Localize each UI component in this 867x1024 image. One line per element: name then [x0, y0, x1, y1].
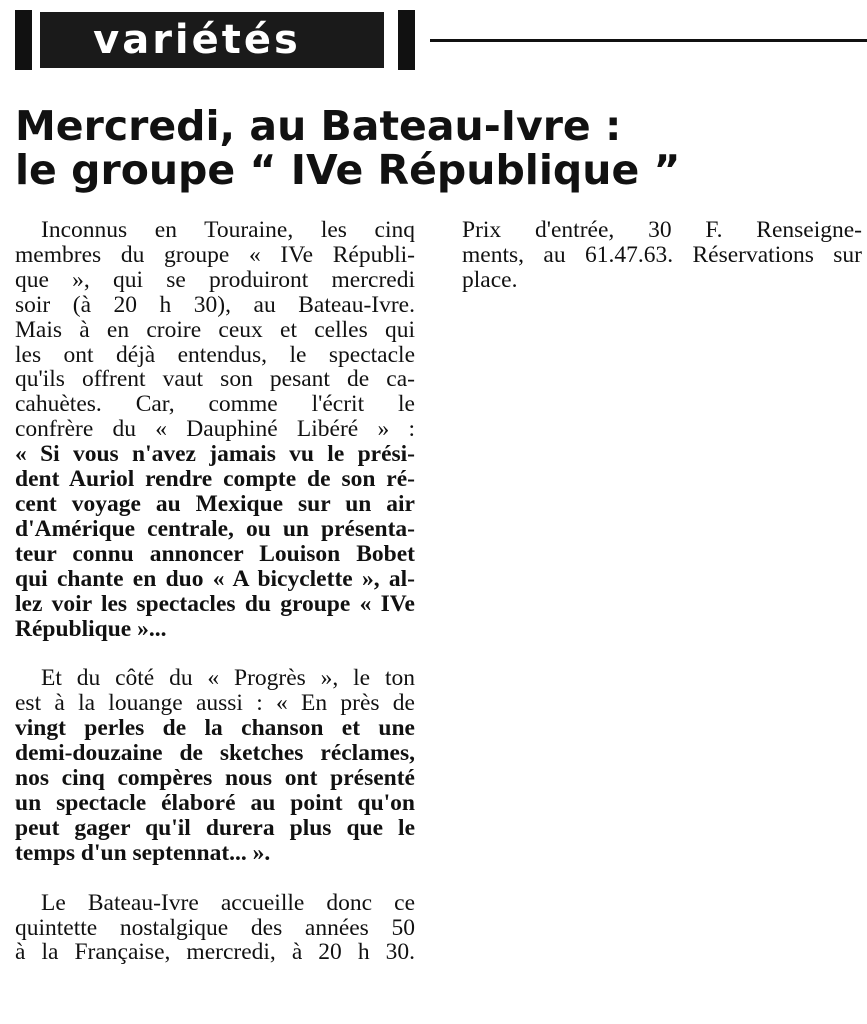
text-line: à la Française, mercredi, à 20 h 30. [15, 939, 415, 966]
quote-line: un spectacle élaboré au point qu'on [15, 789, 415, 816]
paragraph-gap [15, 866, 415, 891]
quote-line: République »... [15, 615, 167, 642]
quote-line: cent voyage au Mexique sur un air [15, 490, 415, 517]
text-line: soir (à 20 h 30), au Bateau-Ivre. [15, 291, 415, 318]
text-line: confrère du « Dauphiné Libéré » : [15, 416, 415, 443]
quote-line: nos cinq compères nous ont présenté [15, 765, 415, 792]
text-line: Inconnus en Touraine, les cinq [41, 217, 415, 243]
quote-line: vingt perles de la chanson et une [15, 715, 415, 742]
paragraph-3 [15, 891, 415, 966]
quote-line: peut gager qu'il durera plus que le [15, 814, 415, 841]
text-line: Prix d'entrée, 30 F. Renseigne- [462, 217, 862, 243]
quote-line: qui chante en duo « A bicyclette », al- [15, 565, 415, 592]
paragraph-price [462, 218, 862, 293]
paragraph-1 [15, 218, 415, 641]
article-headline [15, 104, 865, 192]
rubric-bar-right [398, 10, 415, 70]
headline-line-2: le groupe “ IVe République ” [15, 146, 681, 194]
text-line: les ont déjà entendus, le spectacle [15, 341, 415, 368]
text-line: membres du groupe « IVe Républi- [15, 241, 415, 268]
text-line: place. [462, 266, 518, 293]
rubric-bar-left [15, 10, 32, 70]
text-line: est à la louange aussi : « En près de [15, 690, 415, 717]
quote-line: temps d'un septennat... ». [15, 839, 271, 866]
quote-line: teur connu annoncer Louison Bobet [15, 540, 415, 567]
quote-line: demi-douzaine de sketches réclames, [15, 740, 415, 767]
text-line: Et du côté du « Progrès », le ton [41, 665, 415, 692]
quote-line: « Si vous n'avez jamais vu le prési- [15, 441, 415, 468]
article-column-right [462, 218, 862, 293]
quote-line: d'Amérique centrale, ou un présenta- [15, 515, 415, 542]
paragraph-gap [15, 641, 415, 666]
text-line: que », qui se produiront mercredi [15, 266, 415, 293]
headline-line-1: Mercredi, au Bateau-Ivre : [15, 102, 622, 150]
text-line: Le Bateau-Ivre accueille donc ce [41, 889, 415, 916]
quote-line: dent Auriol rendre compte de son ré- [15, 466, 415, 493]
quote-line: lez voir les spectacles du groupe « IVe [15, 590, 415, 617]
rubric-label: variétés [40, 12, 384, 68]
text-line: ments, au 61.47.63. Réservations sur [462, 241, 862, 268]
article-column-left [15, 218, 415, 965]
text-line: qu'ils offrent vaut son pesant de ca- [15, 366, 415, 393]
paragraph-2 [15, 666, 415, 865]
text-line: cahuètes. Car, comme l'écrit le [15, 391, 415, 418]
rubric-rule [430, 39, 867, 42]
text-line: quintette nostalgique des années 50 [15, 914, 415, 941]
text-line: Mais à en croire ceux et celles qui [15, 316, 415, 343]
